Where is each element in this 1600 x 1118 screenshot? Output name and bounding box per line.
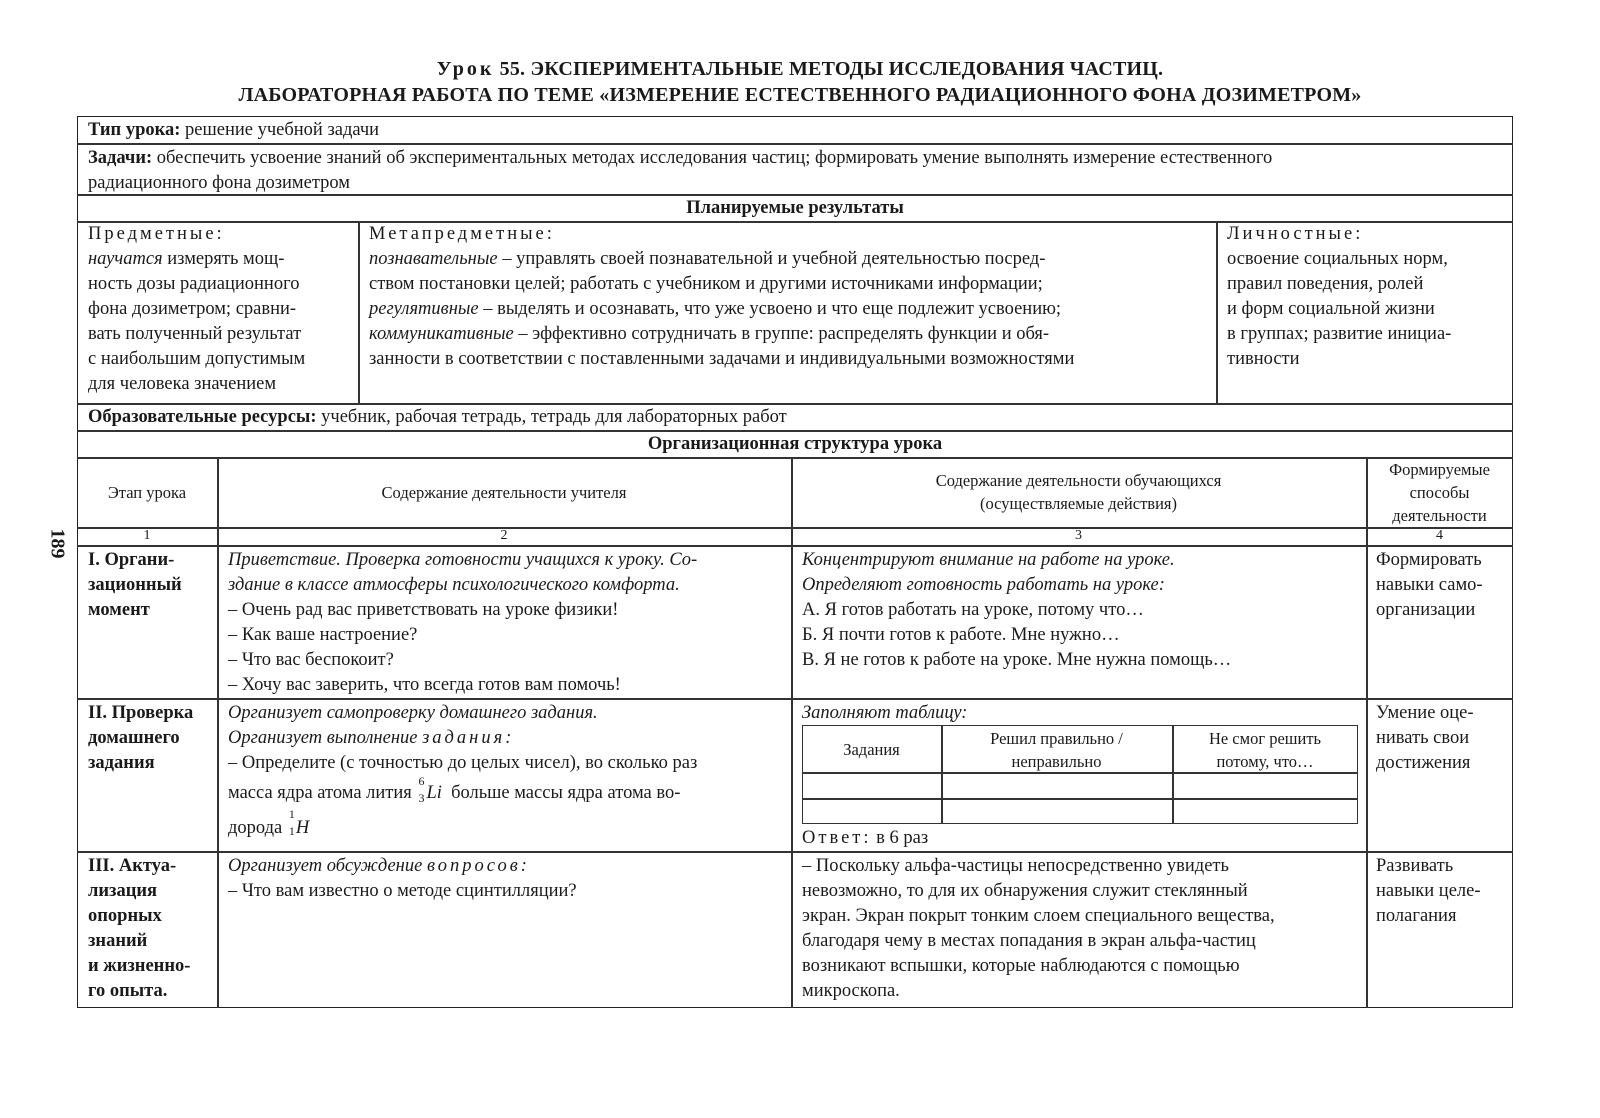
students-2: Заполняют таблицу: xyxy=(802,703,968,723)
skills-line: Развивать xyxy=(1376,856,1454,876)
lesson-type-value: решение учебной задачи xyxy=(180,120,380,140)
stage-line: опорных xyxy=(88,906,162,926)
header-line: Не смог решить xyxy=(1208,729,1322,748)
subject-results xyxy=(88,222,356,397)
teacher-line: – Очень рад вас приветствовать на уроке физики! xyxy=(228,600,619,620)
divider xyxy=(358,221,360,403)
stage-line: и жизненно- xyxy=(88,956,191,976)
lesson-type-label: Тип урока: xyxy=(88,120,181,140)
lesson-title-line1 xyxy=(0,58,1600,81)
divider xyxy=(1216,221,1218,403)
teacher-text: масса ядра атома лития xyxy=(228,783,417,803)
element-symbol: H xyxy=(295,818,310,838)
column-number: 4 xyxy=(1436,528,1443,543)
meta-text: – выделять и осознавать, что уже усвоено и что еще подлежит усвоению; xyxy=(478,299,1062,319)
meta-results xyxy=(369,222,1214,372)
teacher-line: Организует самопроверку домашнего задания. xyxy=(228,703,598,723)
column-header-label: Этап урока xyxy=(107,483,187,502)
teacher-italic-spaced: вопросов: xyxy=(426,856,530,876)
column-header-label: (осуществляемые действия) xyxy=(980,494,1177,513)
personal-line: правил поведения, ролей xyxy=(1227,274,1424,294)
personal-results-label: Личностные: xyxy=(1227,224,1364,244)
teacher-line: – Что вам известно о методе сцинтилляции? xyxy=(228,881,577,901)
meta-line: ством постановки целей; работать с учебником и другими источниками информации; xyxy=(369,274,1043,294)
teacher-text: дорода xyxy=(228,818,287,838)
lesson-title-line2: ЛАБОРАТОРНАЯ РАБОТА ПО ТЕМЕ «ИЗМЕРЕНИЕ ЕСТЕСТВЕННОГО РАДИАЦИОННОГО ФОНА ДОЗИМЕТРОМ» xyxy=(238,84,1362,106)
column-number: 1 xyxy=(143,528,151,543)
header-line: Решил правильно / xyxy=(990,729,1123,748)
subject-line: вать полученный результат xyxy=(88,324,302,344)
stage-line: задания xyxy=(88,753,155,773)
students-line: микроскопа. xyxy=(802,981,900,1001)
mass-number: 1 xyxy=(288,807,295,821)
personal-results xyxy=(1227,222,1511,372)
stage-line: момент xyxy=(88,600,150,620)
divider xyxy=(77,457,1513,459)
planned-results-header: Планируемые результаты xyxy=(686,198,904,218)
stage-3 xyxy=(88,854,216,1004)
resources xyxy=(88,405,787,430)
mass-number: 6 xyxy=(418,774,425,788)
self-check-header-failed xyxy=(1172,727,1358,773)
header-line: потому, что… xyxy=(1216,752,1314,771)
skills-1 xyxy=(1376,548,1512,623)
teacher-2 xyxy=(228,701,790,841)
column-header-label: Формируемые xyxy=(1389,460,1490,479)
teacher-line: – Что вас беспокоит? xyxy=(228,650,394,670)
skills-2 xyxy=(1376,701,1512,776)
resources-label: Образовательные ресурсы: xyxy=(88,407,317,427)
column-header-teacher xyxy=(217,481,791,504)
lithium-isotope xyxy=(416,774,446,806)
students-line: В. Я не готов к работе на уроке. Мне нужна помощь… xyxy=(802,650,1232,670)
stage-line: лизация xyxy=(88,881,158,901)
subject-line: для человека значением xyxy=(88,374,277,394)
structure-header: Организационная структура урока xyxy=(647,434,943,454)
atomic-number: 3 xyxy=(418,791,425,805)
column-header-students xyxy=(791,469,1366,515)
meta-line xyxy=(369,247,1214,272)
teacher-italic: Организует выполнение xyxy=(228,728,423,748)
skills-3 xyxy=(1376,854,1512,929)
subject-line1 xyxy=(88,247,356,272)
atomic-number: 1 xyxy=(288,824,295,838)
meta-line xyxy=(369,322,1214,347)
meta-italic: коммуникативные xyxy=(369,324,514,344)
tasks-line2: радиационного фона дозиметром xyxy=(88,173,351,193)
divider xyxy=(802,798,1358,800)
meta-line xyxy=(369,297,1214,322)
meta-results-label: Метапредметные: xyxy=(369,224,555,244)
meta-line: занности в соответствии с поставленными задачами и индивидуальными возможностями xyxy=(369,349,1075,369)
subject-first-rest: измерять мощ- xyxy=(162,249,285,269)
page-number: 189 xyxy=(46,528,69,559)
stage-line: домашнего xyxy=(88,728,180,748)
students-line: экран. Экран покрыт тонким слоем специального вещества, xyxy=(802,906,1275,926)
stage-1 xyxy=(88,548,216,623)
stage-2 xyxy=(88,701,216,776)
column-header-label: деятельности xyxy=(1392,506,1487,525)
stage-line: знаний xyxy=(88,931,148,951)
skills-line: достижения xyxy=(1376,753,1471,773)
tasks-text: обеспечить усвоение знаний об экспериментальных методах исследования частиц; формировать умение выполнять измерение естественного xyxy=(152,148,1273,168)
students-line: невозможно, то для их обнаружения служит стеклянный xyxy=(802,881,1248,901)
subject-line: фона дозиметром; сравни- xyxy=(88,299,297,319)
personal-line: освоение социальных норм, xyxy=(1227,249,1448,269)
answer-value: в 6 раз xyxy=(871,828,929,848)
self-check-header-solved xyxy=(941,727,1172,773)
lesson-word: Урок xyxy=(436,58,495,80)
meta-text: – управлять своей познавательной и учебной деятельностью посред- xyxy=(497,249,1046,269)
stage-line: зационный xyxy=(88,575,182,595)
tasks-label: Задачи: xyxy=(88,148,153,168)
meta-text: – эффективно сотрудничать в группе: распределять функции и обя- xyxy=(513,324,1050,344)
students-line: возникают вспышки, которые наблюдаются с помощью xyxy=(802,956,1240,976)
personal-line: тивности xyxy=(1227,349,1300,369)
teacher-line: – Как ваше настроение? xyxy=(228,625,418,645)
subject-line: ность дозы радиационного xyxy=(88,274,300,294)
header-line: неправильно xyxy=(1011,752,1102,771)
stage-line: I. Органи- xyxy=(88,550,175,570)
meta-italic: познавательные xyxy=(369,249,498,269)
skills-line: нивать свои xyxy=(1376,728,1470,748)
students-line: благодаря чему в местах попадания в экран альфа-частиц xyxy=(802,931,1256,951)
hydrogen-isotope xyxy=(287,807,310,841)
teacher-text: больше массы ядра атома во- xyxy=(446,783,681,803)
personal-line: в группах; развитие инициа- xyxy=(1227,324,1452,344)
subject-line: с наибольшим допустимым xyxy=(88,349,306,369)
subject-results-label: Предметные: xyxy=(88,224,225,244)
answer-label: Ответ: xyxy=(802,828,872,848)
answer xyxy=(802,826,928,851)
teacher-line-formula xyxy=(228,807,790,841)
students-line: – Поскольку альфа-частицы непосредственно увидеть xyxy=(802,856,1229,876)
skills-line: навыки целе- xyxy=(1376,881,1481,901)
meta-italic: регулятивные xyxy=(369,299,479,319)
teacher-italic: Организует обсуждение xyxy=(228,856,427,876)
skills-line: организации xyxy=(1376,600,1476,620)
divider xyxy=(77,545,1513,547)
resources-value: учебник, рабочая тетрадь, тетрадь для лабораторных работ xyxy=(316,407,787,427)
skills-line: Формировать xyxy=(1376,550,1482,570)
teacher-line: – Хочу вас заверить, что всегда готов вам помочь! xyxy=(228,675,621,695)
teacher-italic-spaced: задания: xyxy=(422,728,515,748)
self-check-header-tasks: Задания xyxy=(843,740,900,759)
lesson-type xyxy=(88,118,379,143)
teacher-3 xyxy=(228,854,790,904)
teacher-line xyxy=(228,854,790,879)
students-1 xyxy=(802,548,1364,673)
stage-line: III. Актуа- xyxy=(88,856,177,876)
divider xyxy=(77,698,1513,700)
students-line: А. Я готов работать на уроке, потому что… xyxy=(802,600,1144,620)
students-line: Б. Я почти готов к работе. Мне нужно… xyxy=(802,625,1120,645)
students-line: Определяют готовность работать на уроке: xyxy=(802,575,1165,595)
subject-italic: научатся xyxy=(88,249,163,269)
teacher-line: здание в классе атмосферы психологического комфорта. xyxy=(228,575,680,595)
teacher-line xyxy=(228,726,790,751)
tasks xyxy=(88,146,1508,196)
students-3 xyxy=(802,854,1364,1004)
teacher-line: Приветствие. Проверка готовности учащихся к уроку. Со- xyxy=(228,550,698,570)
divider xyxy=(77,143,1513,145)
teacher-1 xyxy=(228,548,790,698)
skills-line: Умение оце- xyxy=(1376,703,1474,723)
lesson-title-text: 55. ЭКСПЕРИМЕНТАЛЬНЫЕ МЕТОДЫ ИССЛЕДОВАНИЯ ЧАСТИЦ. xyxy=(494,58,1164,80)
element-symbol: Li xyxy=(426,783,442,803)
divider xyxy=(77,851,1513,853)
stage-line: го опыта. xyxy=(88,981,168,1001)
skills-line: полагания xyxy=(1376,906,1457,926)
column-header-stage xyxy=(77,481,217,504)
teacher-line: – Определите (с точностью до целых чисел), во сколько раз xyxy=(228,753,698,773)
column-number: 3 xyxy=(1075,528,1082,543)
tasks-line1 xyxy=(88,146,1508,171)
skills-line: навыки само- xyxy=(1376,575,1483,595)
teacher-line-formula xyxy=(228,774,790,806)
column-header-label: Содержание деятельности учителя xyxy=(381,483,627,502)
stage-line: II. Проверка xyxy=(88,703,194,723)
column-number: 2 xyxy=(500,528,508,543)
students-line: Концентрируют внимание на работе на уроке. xyxy=(802,550,1175,570)
column-header-skills xyxy=(1366,458,1513,527)
column-header-label: Содержание деятельности обучающихся xyxy=(935,471,1222,490)
column-header-label: способы xyxy=(1409,483,1470,502)
personal-line: и форм социальной жизни xyxy=(1227,299,1435,319)
